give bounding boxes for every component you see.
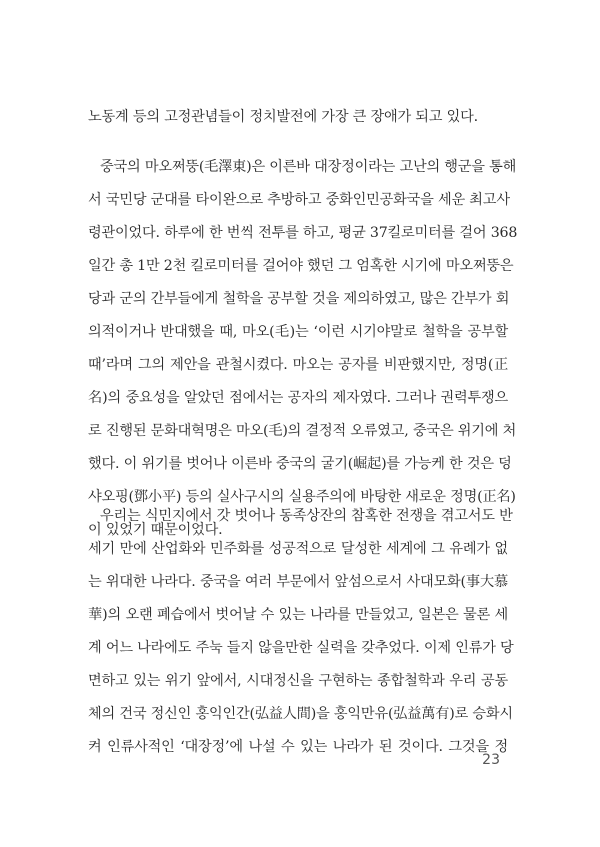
- text-line: 일간 총 1만 2천 킬로미터를 걸어야 했던 그 엄혹한 시기에 마오쩌뚱은: [88, 258, 514, 274]
- text-line: 로 진행된 문화대혁명은 마오(毛)의 결정적 오류였고, 중국은 위기에 처: [88, 423, 517, 439]
- paragraph-2: [88, 151, 518, 547]
- text-line: 샤오핑(鄧小平) 등의 실사구시의 실용주의에 바탕한 새로운 정명(正名): [88, 489, 516, 505]
- text-line: 의적이거나 반대했을 때, 마오(毛)는 ‘이런 시기야말로 철학을 공부할: [88, 324, 508, 340]
- text-line: 이 있었기 때문이었다.: [88, 522, 223, 538]
- paragraph-1: [88, 101, 508, 134]
- page-number: 23: [482, 752, 500, 768]
- text-line: 우리는 식민지에서 갓 벗어나 동족상잔의 참혹한 전쟁을 겪고서도 반: [100, 508, 513, 524]
- text-line: 계 어느 나라에도 주눅 들지 않을만한 실력을 갖추었다. 이제 인류가 당: [88, 640, 514, 656]
- text-line: 노동계 등의 고정관념들이 정치발전에 가장 큰 장애가 되고 있다.: [88, 109, 478, 125]
- text-line: 는 위대한 나라다. 중국을 여러 부문에서 앞섬으로서 사대모화(事大慕: [88, 574, 508, 590]
- text-line: 名)의 중요성을 알았던 점에서는 공자의 제자였다. 그러나 권력투쟁으: [88, 390, 508, 406]
- text-line: 세기 만에 산업화와 민주화를 성공적으로 달성한 세계에 그 유례가 없: [88, 541, 508, 557]
- paragraph-3: [88, 500, 514, 764]
- text-line: 때’라며 그의 제안을 관철시켰다. 마오는 공자를 비판했지만, 정명(正: [88, 357, 508, 373]
- text-line: 華)의 오랜 폐습에서 벗어날 수 있는 나라를 만들었고, 일본은 물론 세: [88, 607, 508, 623]
- text-line: 체의 건국 정신인 홍익인간(弘益人間)을 홍익만유(弘益萬有)로 승화시: [88, 706, 513, 722]
- text-line: 당과 군의 간부들에게 철학을 공부할 것을 제의하였고, 많은 간부가 회: [88, 291, 510, 307]
- text-line: 중국의 마오쩌뚱(毛澤東)은 이른바 대장정이라는 고난의 행군을 통해: [100, 159, 517, 175]
- text-line: 서 국민당 군대를 타이완으로 추방하고 중화인민공화국을 세운 최고사: [88, 192, 510, 208]
- text-line: 령관이었다. 하루에 한 번씩 전투를 하고, 평균 37킬로미터를 걸어 368: [88, 225, 518, 241]
- text-line: 했다. 이 위기를 벗어나 이른바 중국의 굴기(崛起)를 가능케 한 것은 덩: [88, 456, 512, 472]
- text-line: 면하고 있는 위기 앞에서, 시대정신을 구현하는 종합철학과 우리 공동: [88, 673, 508, 689]
- text-line: 켜 인류사적인 ‘대장정’에 나설 수 있는 나라가 된 것이다. 그것을 정: [88, 739, 508, 755]
